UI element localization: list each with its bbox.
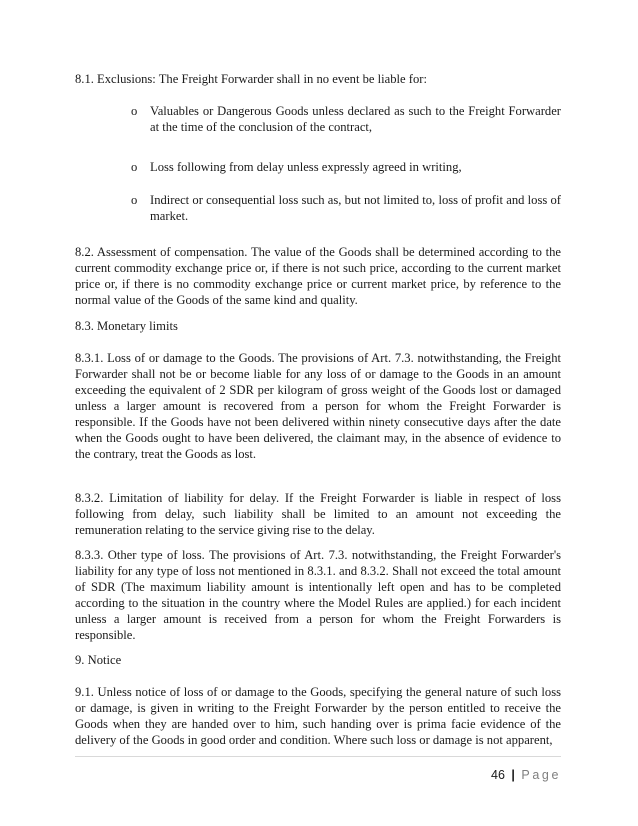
list-item — [131, 103, 561, 135]
bullet-circle-icon: o — [131, 104, 138, 118]
page-separator: | — [511, 768, 515, 782]
paragraph-8-2: 8.2. Assessment of compensation. The value of the Goods shall be determined according to the current commodity exchange price or, if there is not such price, according to the current market price or, if there is no commodity exchange price or current market price, by reference to the normal value of the Goods of the same kind and quality. — [75, 245, 561, 307]
list-item-text: Valuables or Dangerous Goods unless declared as such to the Freight Forwarder at the time of the conclusion of the contract, — [150, 104, 561, 134]
list-item — [131, 159, 561, 175]
list-item-text: Indirect or consequential loss such as, but not limited to, loss of profit and loss of market. — [150, 193, 561, 223]
section-heading-9: 9. Notice — [75, 653, 122, 667]
paragraph-8-3-2: 8.3.2. Limitation of liability for delay. If the Freight Forwarder is liable in respect of loss following from delay, such liability shall be limited to an amount not exceeding the remuneration relating to the service giving rise to the delay. — [75, 491, 561, 537]
section-heading-8-3: 8.3. Monetary limits — [75, 319, 178, 333]
paragraph-9-1: 9.1. Unless notice of loss of or damage to the Goods, specifying the general nature of such loss or damage, is given in writing to the Freight Forwarder by the person entitled to receive the Goods when they are handed over to him, such handing over is prima facie evidence of the delivery of the Goods in good order and condition. Where such loss or damage is not apparent, — [75, 685, 561, 747]
page-footer — [491, 768, 561, 782]
bullet-circle-icon: o — [131, 160, 138, 174]
paragraph-8-3-3: 8.3.3. Other type of loss. The provisions of Art. 7.3. notwithstanding, the Freight Forwarder's liability for any type of loss not mentioned in 8.3.1. and 8.3.2. Shall not exceed the total amount of SDR (The maximum liability amount is intentionally left open and has to be completed according to the situation in the country where the Model Rules are applied.) for each incident unless a larger amount is received from a person for whom the Freight Forwarders is responsible. — [75, 548, 561, 642]
page-number: 46 — [491, 768, 505, 782]
exclusions-heading: 8.1. Exclusions: The Freight Forwarder shall in no event be liable for: — [75, 72, 427, 86]
footer-divider — [75, 756, 561, 757]
bullet-circle-icon: o — [131, 193, 138, 207]
list-item-text: Loss following from delay unless expressly agreed in writing, — [150, 160, 462, 174]
paragraph-8-3-1: 8.3.1. Loss of or damage to the Goods. The provisions of Art. 7.3. notwithstanding, the Freight Forwarder shall not be or become liable for any loss of or damage to the Goods in an amount exceeding the equivalent of 2 SDR per kilogram of gross weight of the Goods lost or damaged unless a larger amount is recovered from a person for whom the Freight Forwarder is responsible. If the Goods have not been delivered within ninety consecutive days after the date when the Goods ought to have been delivered, the claimant may, in the absence of evidence to the contrary, treat the Goods as lost. — [75, 351, 561, 461]
list-item — [131, 192, 561, 224]
page-label: Page — [521, 768, 561, 782]
